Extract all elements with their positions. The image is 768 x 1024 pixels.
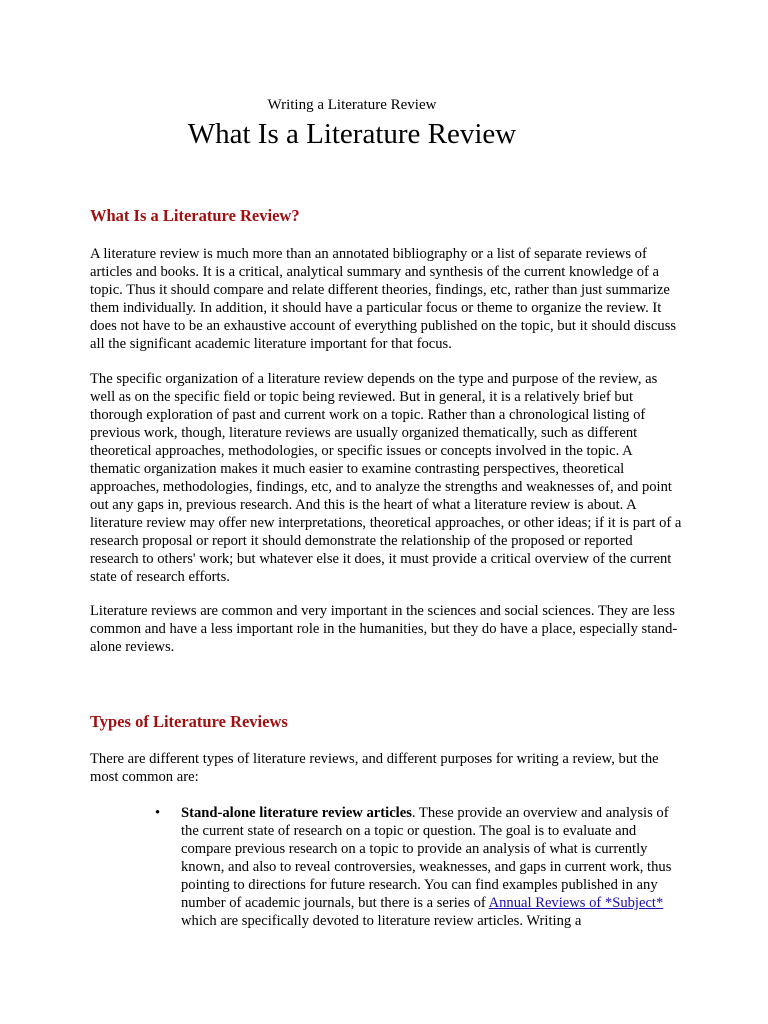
annual-reviews-link[interactable]: Annual Reviews of *Subject* <box>488 895 664 911</box>
document-subtitle: Writing a Literature Review <box>267 97 437 113</box>
paragraph: Literature reviews are common and very important in the sciences and social sciences. They are less common and have a less important role in the humanities, but they do have a place, especially stand-alone reviews. <box>90 603 678 655</box>
list-item <box>155 804 675 930</box>
bullet-text: . These provide an overview and analysis of the current state of research on a topic or question. The goal is to evaluate and compare previous research on a topic to provide an analysis of what is currently known, and also to reveal controversies, weaknesses, and gaps in current work, thus pointing to directions for future research. You can find examples published in any number of academic journals, but there is a series of <box>181 805 672 911</box>
bullet-icon: • <box>155 805 161 821</box>
types-list <box>155 804 675 930</box>
paragraph: The specific organization of a literature review depends on the type and purpose of the review, as well as on the specific field or topic being reviewed. But in general, it is a relatively brief but thorough exploration of past and current work on a topic. Rather than a chronological listing of previous work, though, literature reviews are usually organized thematically, such as different theoretical approaches, methodologies, or specific issues or concepts involved in the topic. A thematic organization makes it much easier to examine contrasting perspectives, theoretical approaches, methodologies, findings, etc, and to analyze the strengths and weaknesses of, and point out any gaps in, previous research. And this is the heart of what a literature review is about. A literature review may offer new interpretations, theoretical approaches, or other ideas; if it is part of a research proposal or report it should demonstrate the relationship of the proposed or reported research to others' work; but whatever else it does, it must provide a critical overview of the current state of research efforts. <box>90 371 682 585</box>
bullet-text-continued: which are specifically devoted to literature review articles. Writing a <box>181 913 582 929</box>
section-intro: There are different types of literature reviews, and different purposes for writing a review, but the most common are: <box>90 751 659 785</box>
paragraph: A literature review is much more than an annotated bibliography or a list of separate reviews of articles and books. It is a critical, analytical summary and synthesis of the current knowledge of a topic. Thus it should compare and relate different theories, findings, etc, rather than just summarize them individually. In addition, it should have a particular focus or theme to organize the review. It does not have to be an exhaustive account of everything published on the topic, but it should discuss all the significant academic literature important for that focus. <box>90 246 677 352</box>
document-title: What Is a Literature Review <box>187 118 517 150</box>
section-heading-types: Types of Literature Reviews <box>90 712 288 731</box>
bullet-bold-lead: Stand-alone literature review articles <box>181 805 412 821</box>
section-heading-what-is: What Is a Literature Review? <box>90 206 300 225</box>
